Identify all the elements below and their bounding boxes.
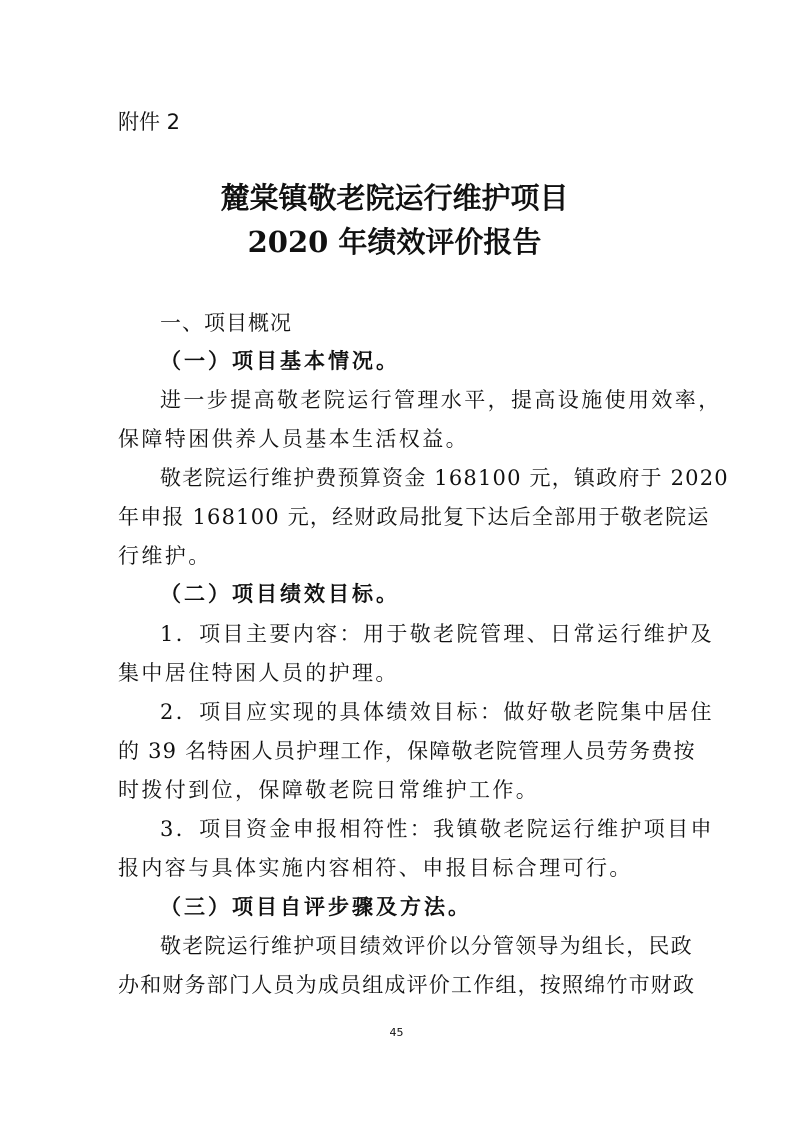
paragraph-line: 保障特困供养人员基本生活权益。 <box>118 427 469 451</box>
paragraph-line: 年申报 168100 元，经财政局批复下达后全部用于敬老院运 <box>118 505 710 529</box>
paragraph-line: 进一步提高敬老院运行管理水平，提高设施使用效率， <box>160 388 722 412</box>
subsection-heading-basic-info: （一）项目基本情况。 <box>160 348 400 373</box>
report-title-line-1: 麓棠镇敬老院运行维护项目 <box>220 181 569 215</box>
paragraph-line: 行维护。 <box>118 544 212 568</box>
paragraph-line: 敬老院运行维护项目绩效评价以分管领导为组长，民政 <box>160 934 693 958</box>
paragraph-line: 1．项目主要内容：用于敬老院管理、日常运行维护及 <box>160 622 714 646</box>
subsection-heading-self-evaluation: （三）项目自评步骤及方法。 <box>160 894 472 919</box>
attachment-label: 附件 2 <box>118 110 181 134</box>
paragraph-line: 办和财务部门人员为成员组成评价工作组，按照绵竹市财政 <box>118 973 696 997</box>
report-title-line-2: 2020 年绩效评价报告 <box>247 225 542 259</box>
section-heading-overview: 一、项目概况 <box>160 311 292 335</box>
paragraph-line: 敬老院运行维护费预算资金 168100 元，镇政府于 2020 <box>160 466 729 490</box>
paragraph-line: 报内容与具体实施内容相符、申报目标合理可行。 <box>118 856 633 880</box>
paragraph-line: 集中居住特困人员的护理。 <box>118 661 399 685</box>
paragraph-line: 2．项目应实现的具体绩效目标：做好敬老院集中居住 <box>160 700 714 724</box>
paragraph-line: 时拨付到位，保障敬老院日常维护工作。 <box>118 778 540 802</box>
subsection-heading-performance-goals: （二）项目绩效目标。 <box>160 581 400 606</box>
paragraph-line: 的 39 名特困人员护理工作，保障敬老院管理人员劳务费按 <box>118 739 696 763</box>
paragraph-line: 3．项目资金申报相符性：我镇敬老院运行维护项目申 <box>160 817 714 841</box>
page-number: 45 <box>389 1026 404 1039</box>
